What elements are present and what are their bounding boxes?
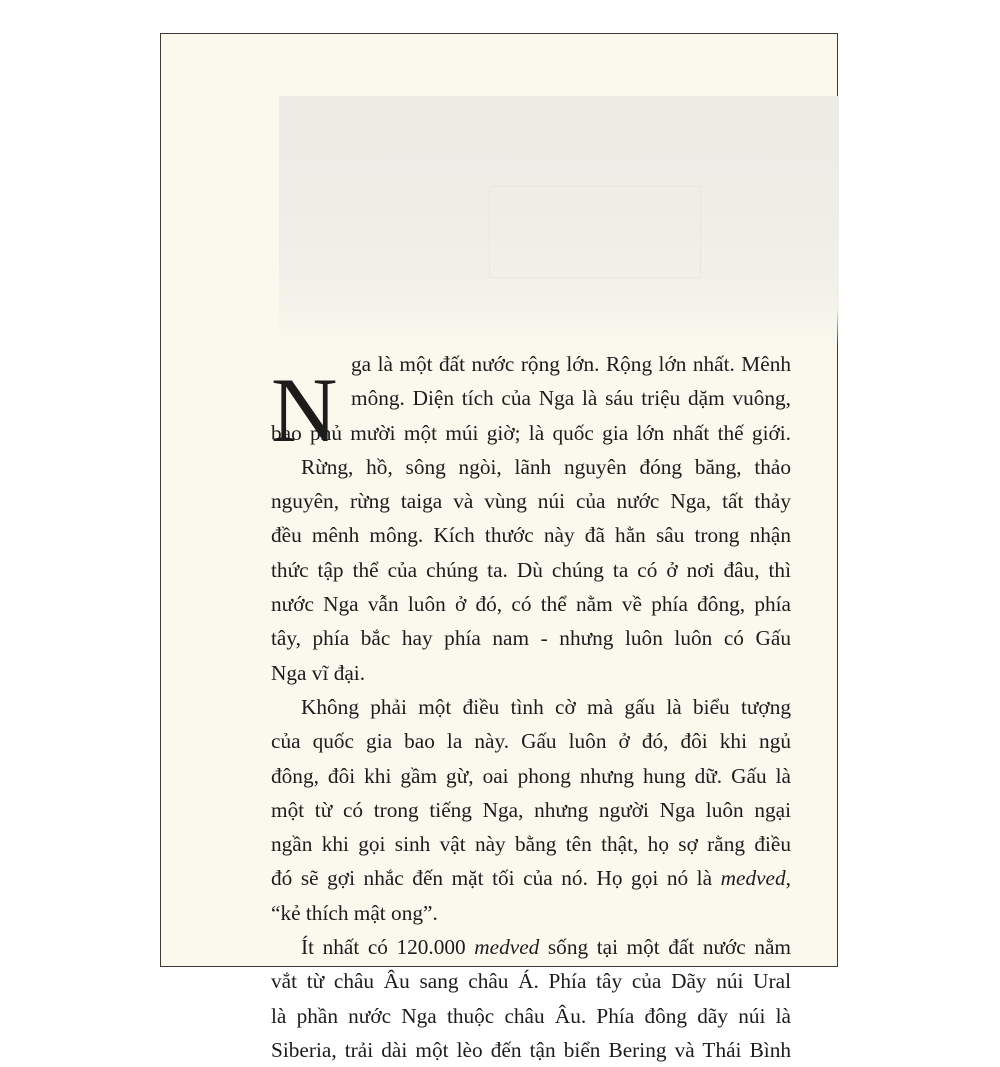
text-segment: một từ có trong tiếng Nga, nhưng người Nga luôn ngại bbox=[271, 797, 791, 822]
text-segment: Rừng, hồ, sông ngòi, lãnh nguyên đóng băng, thảo bbox=[301, 454, 791, 479]
text-segment: nước Nga vẫn luôn ở đó, có thể nằm về phía đông, phía bbox=[271, 592, 791, 617]
text-segment: Nga vĩ đại. bbox=[271, 660, 366, 685]
text-line bbox=[271, 518, 791, 552]
text-segment: đông, đôi khi gầm gừ, oai phong nhưng hung dữ. Gấu là bbox=[271, 763, 791, 788]
text-segment: vắt từ châu Âu sang châu Á. Phía tây của Dãy núi Ural bbox=[271, 969, 791, 994]
text-segment: Ít nhất có 120.000 bbox=[301, 935, 475, 960]
text-line bbox=[271, 861, 791, 895]
faded-frame bbox=[489, 186, 701, 278]
text-segment: Không phải một điều tình cờ mà gấu là biểu tượng bbox=[301, 694, 791, 719]
text-segment: thức tập thể của chúng ta. Dù chúng ta có ở nơi đâu, thì bbox=[271, 557, 791, 582]
text-segment: “kẻ thích mật ong”. bbox=[271, 900, 438, 925]
text-segment: ngần khi gọi sinh vật này bằng tên thật, họ sợ rằng điều bbox=[271, 832, 791, 857]
text-line bbox=[271, 690, 791, 724]
text-segment: , bbox=[785, 866, 791, 891]
drop-cap: N bbox=[271, 359, 338, 461]
text-line bbox=[271, 999, 791, 1033]
text-segment: ga là một đất nước rộng lớn. Rộng lớn nhất. Mênh bbox=[351, 352, 791, 376]
text-line bbox=[271, 793, 791, 827]
text-line bbox=[271, 381, 791, 415]
text-line bbox=[271, 930, 791, 964]
text-segment: của quốc gia bao la này. Gấu luôn ở đó, đôi khi ngủ bbox=[271, 729, 791, 754]
text-line bbox=[271, 621, 791, 655]
italic-term: medved bbox=[720, 866, 786, 891]
text-segment: tây, phía bắc hay phía nam - nhưng luôn luôn có Gấu bbox=[271, 626, 791, 651]
text-segment: Siberia, trải dài một lèo đến tận biển Bering và Thái Bình bbox=[271, 1037, 791, 1062]
text-line bbox=[271, 759, 791, 793]
italic-term: medved bbox=[474, 935, 540, 960]
text-line bbox=[271, 553, 791, 587]
text-segment: nguyên, rừng taiga và vùng núi của nước Nga, tất thảy bbox=[271, 489, 791, 514]
text-segment: đều mênh mông. Kích thước này đã hằn sâu trong nhận bbox=[271, 523, 791, 548]
text-segment: là phần nước Nga thuộc châu Âu. Phía đông dãy núi là bbox=[271, 1003, 791, 1028]
text-line bbox=[271, 484, 791, 518]
text-line bbox=[271, 724, 791, 758]
text-line bbox=[271, 347, 791, 381]
book-page bbox=[160, 33, 838, 1062]
text-line bbox=[271, 964, 791, 998]
text-line bbox=[271, 1033, 791, 1067]
text-segment: bao phủ mười một múi giờ; là quốc gia lớn nhất thế giới. bbox=[271, 420, 791, 445]
body-text bbox=[271, 347, 791, 1067]
faded-illustration-area bbox=[279, 96, 839, 346]
text-segment: mông. Diện tích của Nga là sáu triệu dặm vuông, bbox=[351, 386, 791, 411]
text-segment: sống tại một đất nước nằm bbox=[539, 935, 791, 960]
text-line bbox=[271, 587, 791, 621]
text-segment: đó sẽ gợi nhắc đến mặt tối của nó. Họ gọi nó là bbox=[271, 866, 721, 891]
text-line bbox=[271, 896, 791, 930]
text-line bbox=[271, 827, 791, 861]
text-line bbox=[271, 450, 791, 484]
text-line bbox=[271, 656, 791, 690]
text-line bbox=[271, 416, 791, 450]
